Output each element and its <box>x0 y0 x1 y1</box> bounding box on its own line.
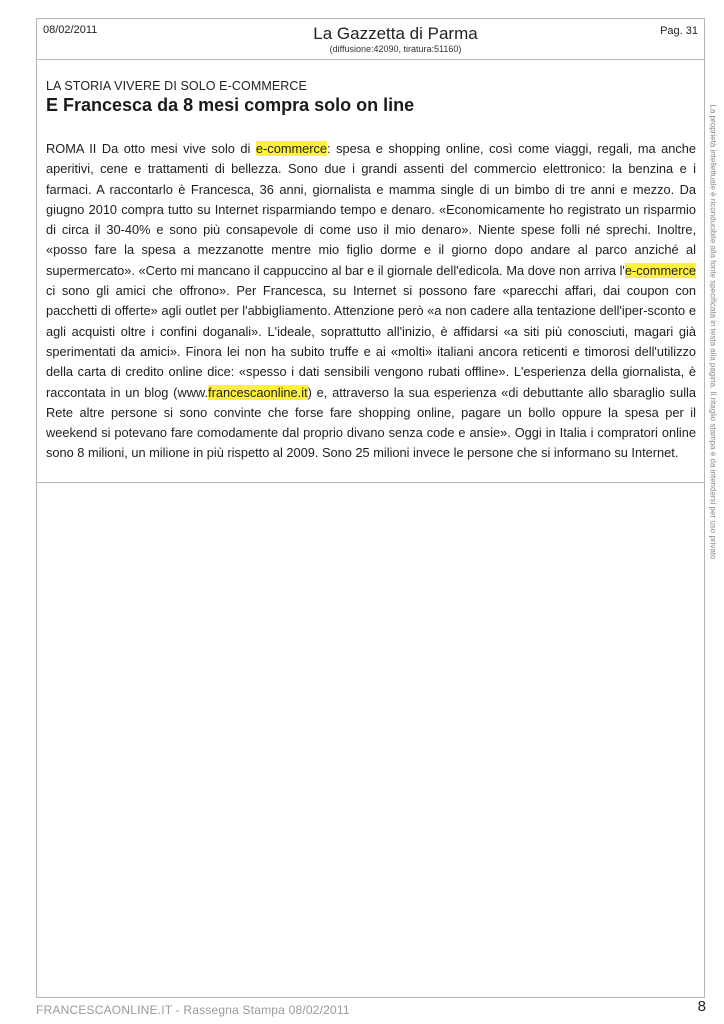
header-page-number: Pag. 31 <box>660 25 698 37</box>
body-segment: ci sono gli amici che offrono». Per Francesca, su Internet si possono fare «parecchi affari, dai coupon con pacchetti di offerte» agli outlet per l'abbigliamento. Attenzione però «a non cadere alla tentazione dell'iper-sconto e agli acquisti oltre i confini doganali». L'ideale, soprattutto all'inizio, è affidarsi «a siti più conosciuti, magari già sperimentati da amici». Finora lei non ha subito truffe e ai «molti» italiani ancora reticenti e timorosi dell'utilizzo della carta di credito online dice: «spesso i dati sensibili vengono rubati offline». L'esperienza della giornalista, è raccontata in un blog (www. <box>46 283 696 400</box>
body-segment: ROMA II Da otto mesi vive solo di <box>46 141 256 156</box>
highlighted-term: e-commerce <box>624 262 696 278</box>
page-header <box>36 18 705 60</box>
footer-page-number: 8 <box>697 998 706 1015</box>
copyright-side-note: La proprietà intellettuale è riconducibile alla fonte specificata in testa alla pagina. Il ritaglio stampa è da intendersi per uso privato <box>708 104 718 560</box>
highlighted-term: e-commerce <box>255 141 328 156</box>
article-body <box>46 139 696 464</box>
highlighted-link[interactable]: francescaonline.it <box>208 384 308 400</box>
body-segment: ) e, attraverso la sua esperienza «di debuttante allo sbaraglio sulla Rete altre persone si sono convinte che forse fare shopping online, pagare un bollo oppure la spesa per il weekend si potevano fare comodamente dal proprio divano senza code e ansie». Oggi in Italia i compratori online sono 8 milioni, un milione in più rispetto al 2009. Sono 25 milioni invece le persone che si informano su Internet. <box>46 384 696 461</box>
circulation-info: (diffusione:42090, tiratura:51160) <box>329 44 462 54</box>
article-headline: E Francesca da 8 mesi compra solo on line <box>46 95 415 115</box>
article-kicker: LA STORIA VIVERE DI SOLO E-COMMERCE <box>46 79 307 93</box>
footer-source: FRANCESCAONLINE.IT - Rassegna Stampa 08/02/2011 <box>36 1003 350 1017</box>
header-date: 08/02/2011 <box>43 24 98 36</box>
body-segment: : spesa e shopping online, così come viaggi, regali, ma anche aperitivi, cene e trattamenti di bellezza. Sono due i grandi assenti del commercio elettronico: la benzina e i farmaci. A raccontarlo è Francesca, 36 anni, giornalista e mamma single di un bimbo di tre anni e mezzo. Da giugno 2010 compra tutto su Internet risparmiando tempo e denaro. «Economicamente ho registrato un risparmio di circa il 30-40% e sono più consapevole di come uso il mio denaro». Niente spese folli né sprechi. Inoltre, «posso fare la spesa a mezzanotte mentre mio figlio dorme e il giorno dopo andare al parco anziché al supermercato». «Certo mi mancano il cappuccino al bar e il giornale dell'edicola. Ma dove non arriva l' <box>46 141 697 278</box>
newspaper-title: La Gazzetta di Parma <box>313 24 478 43</box>
